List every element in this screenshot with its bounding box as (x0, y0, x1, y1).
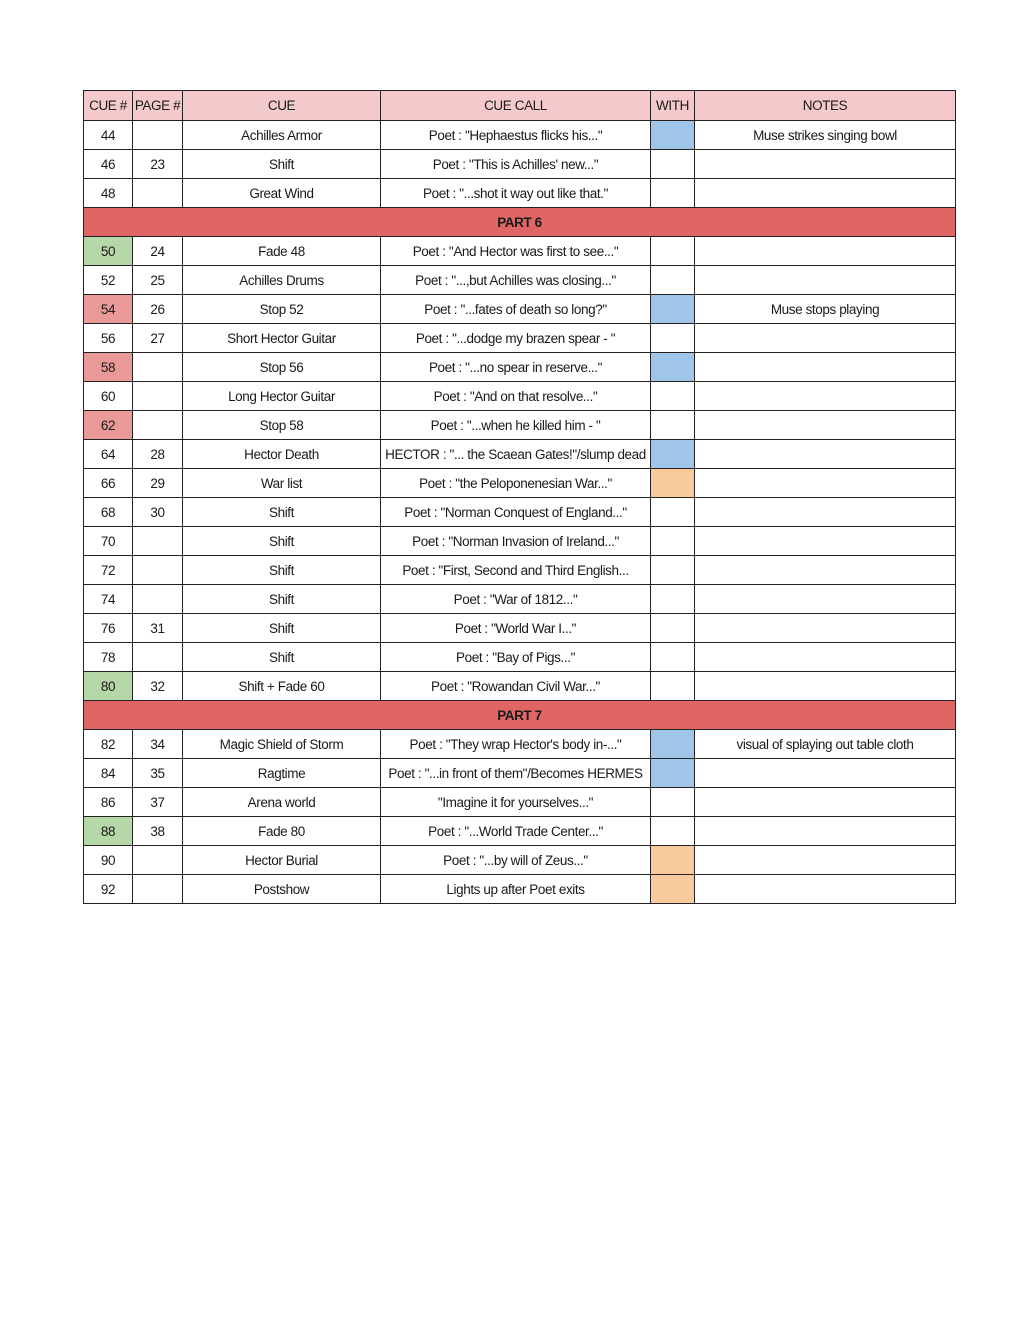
cue-call-cell: Poet : "the Peloponenesian War..." (381, 469, 651, 498)
table-row (84, 121, 956, 150)
cue-call-cell: Poet : "...World Trade Center..." (381, 817, 651, 846)
header-page-number: PAGE # (133, 91, 183, 121)
notes-cell: Muse stops playing (695, 295, 956, 324)
cue-name-cell: Great Wind (183, 179, 381, 208)
with-indicator-cell (651, 730, 695, 759)
page-number-cell (133, 556, 183, 585)
cue-name-cell: Achilles Drums (183, 266, 381, 295)
table-row (84, 295, 956, 324)
page-number-cell: 34 (133, 730, 183, 759)
cue-name-cell: Arena world (183, 788, 381, 817)
cue-number-cell: 58 (84, 353, 133, 382)
notes-cell (695, 469, 956, 498)
page-number-cell: 27 (133, 324, 183, 353)
cue-number-cell: 70 (84, 527, 133, 556)
table-body (84, 121, 956, 904)
cue-name-cell: Fade 80 (183, 817, 381, 846)
table-row (84, 759, 956, 788)
cue-call-cell: Poet : "War of 1812..." (381, 585, 651, 614)
cue-call-cell: Poet : "...shot it way out like that." (381, 179, 651, 208)
notes-cell (695, 585, 956, 614)
notes-cell (695, 759, 956, 788)
cue-name-cell: Hector Burial (183, 846, 381, 875)
notes-cell (695, 266, 956, 295)
cue-name-cell: Shift (183, 614, 381, 643)
table-row (84, 730, 956, 759)
cue-name-cell: War list (183, 469, 381, 498)
notes-cell (695, 440, 956, 469)
with-indicator-cell (651, 643, 695, 672)
cue-call-cell: Poet : "...by will of Zeus..." (381, 846, 651, 875)
header-with: WITH (651, 91, 695, 121)
cue-call-cell: Poet : "...no spear in reserve..." (381, 353, 651, 382)
cue-name-cell: Long Hector Guitar (183, 382, 381, 411)
header-cue-number: CUE # (84, 91, 133, 121)
table-row (84, 382, 956, 411)
table-row (84, 150, 956, 179)
cue-name-cell: Achilles Armor (183, 121, 381, 150)
cue-number-cell: 68 (84, 498, 133, 527)
notes-cell (695, 150, 956, 179)
page-number-cell (133, 382, 183, 411)
with-indicator-cell (651, 324, 695, 353)
table-row (84, 324, 956, 353)
with-indicator-cell (651, 121, 695, 150)
table-row (84, 817, 956, 846)
page-number-cell: 24 (133, 237, 183, 266)
notes-cell (695, 846, 956, 875)
cue-name-cell: Ragtime (183, 759, 381, 788)
notes-cell (695, 498, 956, 527)
page-number-cell (133, 846, 183, 875)
page-number-cell: 38 (133, 817, 183, 846)
table-row (84, 440, 956, 469)
cue-call-cell: Poet : "World War I..." (381, 614, 651, 643)
table-row (84, 875, 956, 904)
cue-name-cell: Hector Death (183, 440, 381, 469)
with-indicator-cell (651, 179, 695, 208)
page-number-cell: 23 (133, 150, 183, 179)
cue-number-cell: 84 (84, 759, 133, 788)
cue-call-cell: Poet : "And on that resolve..." (381, 382, 651, 411)
cue-name-cell: Shift (183, 150, 381, 179)
with-indicator-cell (651, 440, 695, 469)
cue-name-cell: Stop 58 (183, 411, 381, 440)
notes-cell: visual of splaying out table cloth (695, 730, 956, 759)
cue-number-cell: 62 (84, 411, 133, 440)
table-row (84, 556, 956, 585)
page-number-cell: 35 (133, 759, 183, 788)
cue-call-cell: Poet : "...fates of death so long?" (381, 295, 651, 324)
cue-name-cell: Stop 52 (183, 295, 381, 324)
with-indicator-cell (651, 672, 695, 701)
table-row (84, 846, 956, 875)
cue-call-cell: Poet : "Hephaestus flicks his..." (381, 121, 651, 150)
cue-name-cell: Postshow (183, 875, 381, 904)
cue-number-cell: 82 (84, 730, 133, 759)
with-indicator-cell (651, 527, 695, 556)
with-indicator-cell (651, 759, 695, 788)
page-number-cell (133, 527, 183, 556)
cue-call-cell: Poet : "Norman Invasion of Ireland..." (381, 527, 651, 556)
cue-name-cell: Stop 56 (183, 353, 381, 382)
notes-cell (695, 237, 956, 266)
cue-name-cell: Shift + Fade 60 (183, 672, 381, 701)
page-number-cell: 32 (133, 672, 183, 701)
notes-cell (695, 643, 956, 672)
cue-call-cell: Poet : "...,but Achilles was closing..." (381, 266, 651, 295)
cue-call-cell: Poet : "...in front of them"/Becomes HERMES (381, 759, 651, 788)
cue-call-cell: Poet : "Bay of Pigs..." (381, 643, 651, 672)
cue-number-cell: 66 (84, 469, 133, 498)
cue-number-cell: 46 (84, 150, 133, 179)
cue-call-cell: Poet : "...dodge my brazen spear - " (381, 324, 651, 353)
notes-cell (695, 817, 956, 846)
with-indicator-cell (651, 846, 695, 875)
header-notes: NOTES (695, 91, 956, 121)
page-number-cell: 26 (133, 295, 183, 324)
with-indicator-cell (651, 295, 695, 324)
cue-call-cell: Poet : "Rowandan Civil War..." (381, 672, 651, 701)
table-row (84, 179, 956, 208)
page-number-cell (133, 179, 183, 208)
with-indicator-cell (651, 788, 695, 817)
section-header-row (84, 701, 956, 730)
cue-call-cell: Poet : "First, Second and Third English... (381, 556, 651, 585)
cue-call-cell: Poet : "They wrap Hector's body in-..." (381, 730, 651, 759)
table-row (84, 527, 956, 556)
cue-number-cell: 60 (84, 382, 133, 411)
notes-cell (695, 353, 956, 382)
page-number-cell: 25 (133, 266, 183, 295)
header-cue-call: CUE CALL (381, 91, 651, 121)
cue-name-cell: Fade 48 (183, 237, 381, 266)
cue-number-cell: 86 (84, 788, 133, 817)
cue-name-cell: Shift (183, 585, 381, 614)
table-row (84, 614, 956, 643)
page-number-cell: 31 (133, 614, 183, 643)
with-indicator-cell (651, 614, 695, 643)
notes-cell (695, 411, 956, 440)
cue-name-cell: Short Hector Guitar (183, 324, 381, 353)
with-indicator-cell (651, 875, 695, 904)
cue-number-cell: 80 (84, 672, 133, 701)
notes-cell (695, 875, 956, 904)
cue-call-cell: "Imagine it for yourselves..." (381, 788, 651, 817)
notes-cell (695, 527, 956, 556)
cue-name-cell: Shift (183, 643, 381, 672)
cue-number-cell: 44 (84, 121, 133, 150)
cue-call-cell: Poet : "Norman Conquest of England..." (381, 498, 651, 527)
table-row (84, 469, 956, 498)
cue-number-cell: 92 (84, 875, 133, 904)
page-number-cell: 28 (133, 440, 183, 469)
page-number-cell (133, 411, 183, 440)
table-row (84, 788, 956, 817)
page-number-cell (133, 585, 183, 614)
page-number-cell (133, 875, 183, 904)
notes-cell (695, 382, 956, 411)
cue-number-cell: 52 (84, 266, 133, 295)
notes-cell (695, 614, 956, 643)
header-row (84, 91, 956, 121)
cue-number-cell: 76 (84, 614, 133, 643)
section-header-row (84, 208, 956, 237)
cue-call-cell: Lights up after Poet exits (381, 875, 651, 904)
section-label: PART 6 (84, 208, 956, 237)
table-row (84, 237, 956, 266)
with-indicator-cell (651, 237, 695, 266)
header-cue: CUE (183, 91, 381, 121)
table-row (84, 411, 956, 440)
cue-number-cell: 88 (84, 817, 133, 846)
page-number-cell: 37 (133, 788, 183, 817)
page-number-cell: 30 (133, 498, 183, 527)
cue-number-cell: 50 (84, 237, 133, 266)
with-indicator-cell (651, 411, 695, 440)
cue-number-cell: 48 (84, 179, 133, 208)
cue-number-cell: 78 (84, 643, 133, 672)
table-row (84, 266, 956, 295)
page-number-cell (133, 121, 183, 150)
with-indicator-cell (651, 382, 695, 411)
table-row (84, 585, 956, 614)
notes-cell (695, 672, 956, 701)
with-indicator-cell (651, 150, 695, 179)
section-label: PART 7 (84, 701, 956, 730)
cue-call-cell: Poet : "This is Achilles' new..." (381, 150, 651, 179)
cue-name-cell: Magic Shield of Storm (183, 730, 381, 759)
cue-name-cell: Shift (183, 498, 381, 527)
table-row (84, 643, 956, 672)
cue-sheet-table (83, 90, 956, 904)
cue-call-cell: HECTOR : "... the Scaean Gates!"/slump dead (381, 440, 651, 469)
cue-name-cell: Shift (183, 556, 381, 585)
cue-call-cell: Poet : "...when he killed him - " (381, 411, 651, 440)
cue-number-cell: 72 (84, 556, 133, 585)
notes-cell (695, 179, 956, 208)
cue-name-cell: Shift (183, 527, 381, 556)
with-indicator-cell (651, 585, 695, 614)
cue-number-cell: 90 (84, 846, 133, 875)
table-row (84, 672, 956, 701)
table-row (84, 353, 956, 382)
notes-cell (695, 324, 956, 353)
with-indicator-cell (651, 556, 695, 585)
page-number-cell (133, 643, 183, 672)
cue-number-cell: 56 (84, 324, 133, 353)
with-indicator-cell (651, 353, 695, 382)
cue-number-cell: 54 (84, 295, 133, 324)
cue-number-cell: 64 (84, 440, 133, 469)
cue-call-cell: Poet : "And Hector was first to see..." (381, 237, 651, 266)
with-indicator-cell (651, 469, 695, 498)
with-indicator-cell (651, 817, 695, 846)
notes-cell: Muse strikes singing bowl (695, 121, 956, 150)
notes-cell (695, 556, 956, 585)
with-indicator-cell (651, 266, 695, 295)
notes-cell (695, 788, 956, 817)
page-number-cell (133, 353, 183, 382)
with-indicator-cell (651, 498, 695, 527)
cue-number-cell: 74 (84, 585, 133, 614)
table-row (84, 498, 956, 527)
page-number-cell: 29 (133, 469, 183, 498)
